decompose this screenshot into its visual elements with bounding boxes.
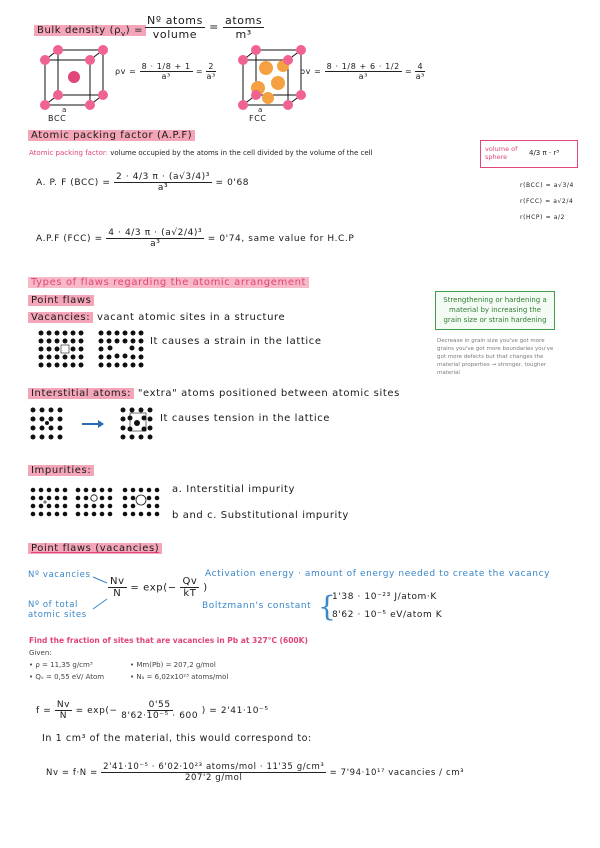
in-one-cm3-text: In 1 cm³ of the material, this would correspond to:	[42, 733, 312, 744]
impurities-heading: Impurities:	[28, 465, 94, 476]
point-flaws-heading: Point flaws	[28, 295, 94, 306]
strengthening-box: Strengthening or hardening a material by increasing the grain size or strain hardening	[435, 291, 555, 330]
vacancy-equation: $\frac{Nv}{N}$ = exp(− $\frac{Qv}{kT}$ )	[110, 576, 208, 599]
given-molar-mass: • Mm(Pb) = 207,2 g/mol	[130, 661, 216, 669]
radius-hcp: r(HCP) = a/2	[520, 214, 566, 221]
nv-equation: Nv = f·N = $\frac{\text{2'41·10⁻⁵ · 6'02·10²³ atoms/mol · 11'35 g/cm³}}{\text{207'2 g/mol}}$ = 7'94·10¹⁷ vacancies / cm³	[46, 762, 465, 783]
radius-fcc: r(FCC) = a√2/4	[520, 198, 574, 205]
point-flaws-vacancies-heading: Point flaws (vacancies)	[28, 543, 162, 554]
interstitial-tension-note: It causes tension in the lattice	[160, 413, 331, 424]
grain-size-note: Decrease in grain size you've got more grains you've got more boundaries you've got more defects but that changes the material properties → stronger, tougher material	[437, 338, 554, 376]
right-arrow-icon	[82, 420, 104, 428]
bulk-density-formula: $\frac{\text{Nº atoms}}{\text{volume}}$ = $\frac{\text{atoms}}{\text{m³}}$	[147, 14, 263, 41]
bcc-density-equation: ρv = $\frac{8 \cdot 1/8 + 1}{\text{a³}}$ = $\frac{2}{\text{a³}}$	[115, 62, 216, 81]
vacancy-lattice-diagrams	[38, 330, 158, 375]
vacancies-line: Vacancies: vacant atomic sites in a structure	[28, 312, 285, 323]
interstitial-lattice-diagrams	[30, 405, 160, 445]
sphere-volume-label: volume of sphere	[485, 145, 518, 161]
radius-bcc: r(BCC) = a√3/4	[520, 182, 574, 189]
boltzmann-label: Boltzmann's constant	[202, 601, 312, 611]
fcc-a-label: a	[258, 106, 263, 114]
bulk-density-heading	[34, 25, 146, 38]
bcc-unit-cell-diagram	[40, 48, 110, 113]
apf-definition: Atomic packing factor: volume occupied by the atoms in the cell divided by the volume of the cell	[29, 149, 373, 157]
fcc-density-equation: ρv = $\frac{8 \cdot 1/8 + 6 \cdot 1/2}{\text{a³}}$ = $\frac{4}{\text{a³}}$	[300, 62, 425, 81]
given-avogadro: • Nₐ = 6,02x10²³ atoms/mol	[130, 673, 229, 681]
apf-heading: Atomic packing factor (A.P.F)	[28, 130, 195, 141]
problem-title: Find the fraction of sites that are vacancies in Pb at 327°C (600K)	[29, 636, 308, 645]
activation-energy-note: Activation energy · amount of energy needed to create the vacancy	[205, 569, 551, 579]
apf-fcc-equation: A.P.F (FCC) = $\frac{\text{4 · 4/3 π · (a√2/4)³}}{\text{a³}}$ = 0'74, same value for H.C.P	[36, 228, 355, 249]
boltzmann-value-2: 8'62 · 10⁻⁵ eV/atom K	[332, 610, 443, 620]
fcc-label: FCC	[249, 114, 267, 123]
impurity-bc-note: b and c. Substitutional impurity	[172, 510, 349, 521]
sphere-volume-box	[480, 140, 578, 168]
fcc-unit-cell-diagram	[238, 48, 308, 113]
bulk-density-title: Bulk density $(\rho_v)$ =	[34, 25, 146, 36]
radius-relations	[520, 178, 574, 226]
vacancy-strain-note: It causes a strain in the lattice	[150, 336, 322, 347]
given-label: Given:	[29, 649, 52, 657]
brace-icon: {	[318, 590, 336, 623]
sphere-volume-formula: 4/3 π · r³	[529, 149, 560, 157]
n-total-sites-label: Nº of total atomic sites	[28, 600, 87, 620]
impurity-lattice-diagrams	[30, 487, 180, 523]
bcc-a-label: a	[62, 106, 67, 114]
flaws-heading: Types of flaws regarding the atomic arrangement	[28, 277, 309, 288]
impurity-a-note: a. Interstitial impurity	[172, 484, 295, 495]
boltzmann-value-1: 1'38 · 10⁻²³ J/atom·K	[332, 592, 437, 602]
apf-bcc-equation: A. P. F (BCC) = $\frac{\text{2 · 4/3 π · (a√3/4)³}}{\text{a³}}$ = 0'68	[36, 172, 250, 193]
bcc-label: BCC	[48, 114, 67, 123]
given-density: • ρ = 11,35 g/cm³	[29, 661, 93, 669]
interstitial-line: Interstitial atoms: "extra" atoms positioned between atomic sites	[28, 388, 400, 399]
given-activation-energy: • Qᵥ = 0,55 eV/ Atom	[29, 673, 105, 681]
n-vacancies-label: Nº vacancies	[28, 570, 91, 580]
fraction-equation: f = $\frac{Nv}{N}$ = exp(− $\frac{0'55}{\text{8'62·10⁻⁵ · 600}}$ ) = 2'41·10⁻⁵	[36, 700, 269, 721]
